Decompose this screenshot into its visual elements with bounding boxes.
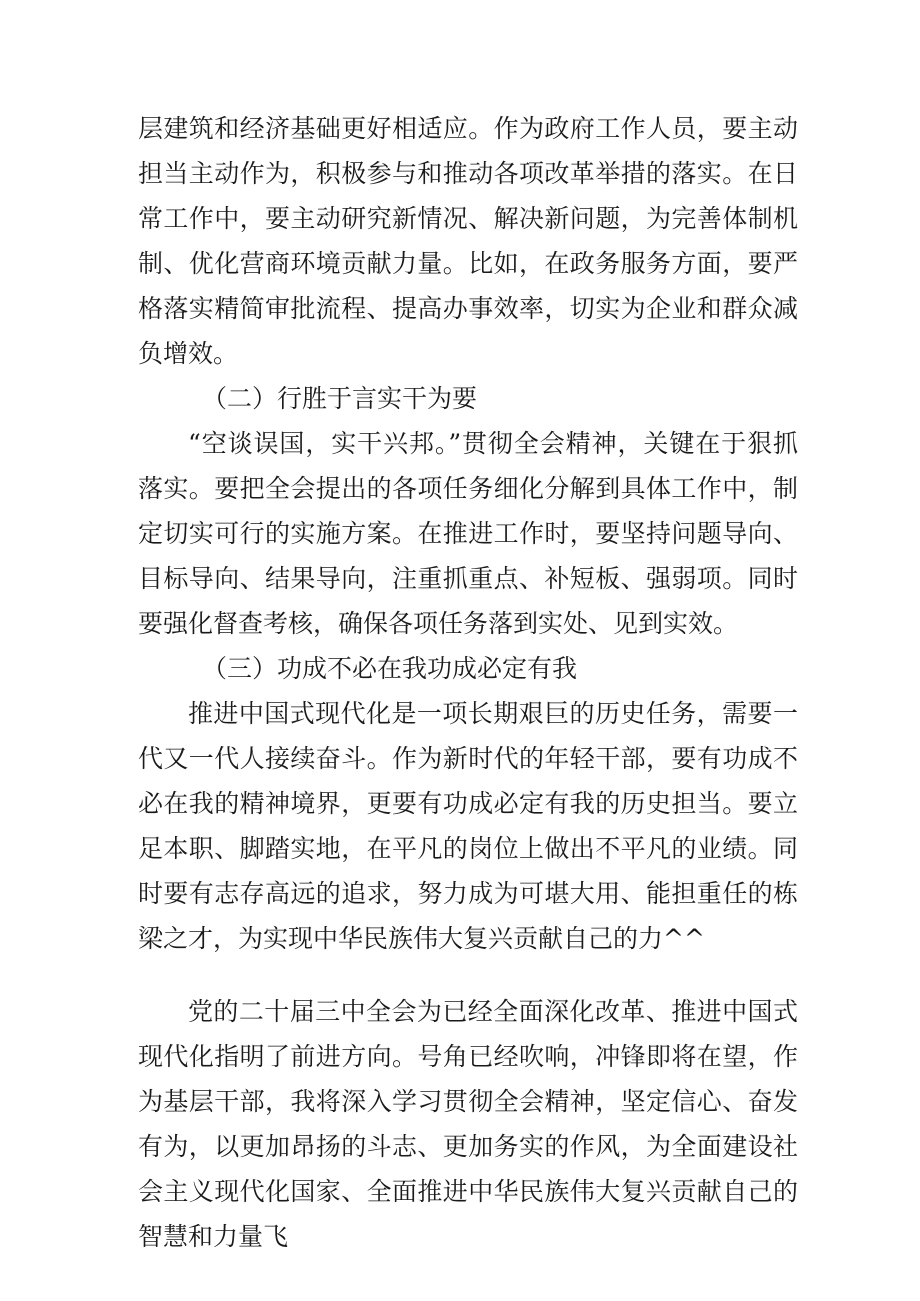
- paragraph-conclusion: 党的二十届三中全会为已经全面深化改革、推进中国式现代化指明了前进方向。号角已经吹响，冲锋即将在望，作为基层干部，我将深入学习贯彻全会精神，坚定信心、奋发有为，以更加昂扬的斗志、更加务实的作风，为全面建设社会主义现代化国家、全面推进中华民族伟大复兴贡献自己的智慧和力量飞: [138, 997, 798, 1251]
- document-body: [138, 106, 798, 1259]
- paragraph-modernization: 推进中国式现代化是一项长期艰巨的历史任务，需要一代又一代人接续奋斗。作为新时代的年轻干部，要有功成不必在我的精神境界，更要有功成必定有我的历史担当。要立足本职、脚踏实地，在平凡的岗位上做出不平凡的业绩。同时要有志存高远的追求，努力成为可堪大用、能担重任的栋梁之才，为实现中华民族伟大复兴贡献自己的力^^: [138, 699, 798, 953]
- paragraph-gap: [138, 961, 798, 989]
- paragraph-reform-continued: 层建筑和经济基础更好相适应。作为政府工作人员，要主动担当主动作为，积极参与和推动各项改革举措的落实。在日常工作中，要主动研究新情况、解决新问题，为完善体制机制、优化营商环境贡献力量。比如，在政务服务方面，要严格落实精简审批流程、提高办事效率，切实为企业和群众减负增效。: [138, 114, 798, 368]
- paragraph-practical-work: “空谈误国，实干兴邦。”贯彻全会精神，关键在于狠抓落实。要把全会提出的各项任务细化分解到具体工作中，制定切实可行的实施方案。在推进工作时，要坚持问题导向、目标导向、结果导向，注重抓重点、补短板、强弱项。同时要强化督查考核，确保各项任务落到实处、见到实效。: [138, 429, 798, 638]
- section-heading-2: （二）行胜于言实干为要: [202, 384, 478, 413]
- section-heading-3: （三）功成不必在我功成必定有我: [202, 654, 578, 683]
